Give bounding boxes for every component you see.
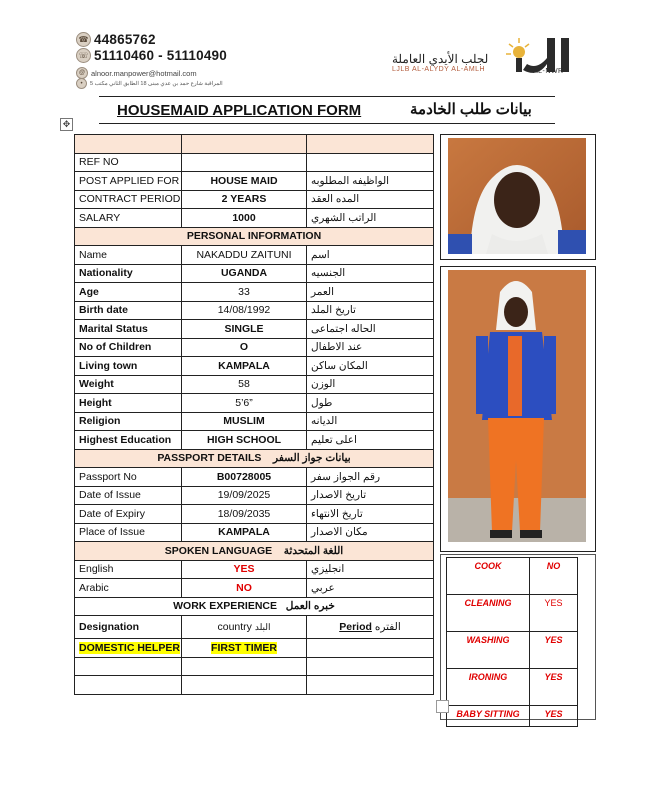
skill-row-baby-sitting [447,706,578,727]
value-post-applied: HOUSE MAID [182,172,307,191]
location-icon: • [76,78,87,89]
label-marital-status: Marital Status [75,320,182,339]
arabic-arabic: عربي [307,579,434,598]
label-passport-no: Passport No [75,468,182,487]
phone-number-2: 51110460 - 51110490 [94,48,227,63]
phone-line-1 [76,32,156,47]
arabic-date-of-expiry: تاريخ الانتهاء [307,505,434,524]
heading-experience-arabic: خبره العمل [285,600,335,613]
arabic-marital-status: الحاله اجتماعى [307,320,434,339]
mobile-icon: ☏ [76,48,91,63]
skill-value: YES [530,632,578,669]
label-country: country البلد [182,616,307,639]
row-date-of-expiry [75,505,434,524]
label-children: No of Children [75,338,182,357]
label-birth-date: Birth date [75,301,182,320]
logo-english-text: LJLB AL-ALYDY AL-AMLH [392,66,486,73]
label-nationality: Nationality [75,264,182,283]
heading-passport-details [75,449,434,468]
heading-work-experience [75,597,434,616]
value-contract-period: 2 YEARS [182,190,307,209]
value-salary: 1000 [182,209,307,228]
label-place-of-issue: Place of Issue [75,523,182,542]
label-salary: SALARY [75,209,182,228]
form-title-arabic: بيانات طلب الخادمة [410,101,532,118]
label-living-town: Living town [75,357,182,376]
row-name [75,246,434,265]
label-designation: Designation [75,616,182,639]
skill-row-cleaning [447,595,578,632]
value-age: 33 [182,283,307,302]
value-experience-status: FIRST TIMER [182,639,307,658]
row-place-of-issue [75,523,434,542]
row-living-town [75,357,434,376]
heading-passport-arabic: بيانات جواز السفر [273,452,351,465]
value-place-of-issue: KAMPALA [182,523,307,542]
row-ref-no [75,153,434,172]
label-date-of-expiry: Date of Expiry [75,505,182,524]
heading-language-arabic: اللغة المتحدثة [283,544,344,557]
skill-row-washing [447,632,578,669]
skill-value: YES [530,595,578,632]
label-height: Height [75,394,182,413]
label-english: English [75,560,182,579]
phone-number-1: 44865762 [94,32,156,47]
value-nationality: UGANDA [182,264,307,283]
value-date-of-issue: 19/09/2025 [182,486,307,505]
skill-name: COOK [447,558,530,595]
logo-arabic-text: لجلب الأيدي العاملة [392,52,489,66]
row-birth-date [75,301,434,320]
row-experience-3 [75,676,434,695]
value-date-of-expiry: 18/09/2035 [182,505,307,524]
heading-passport-english: PASSPORT DETAILS [157,452,262,465]
skill-value: YES [530,669,578,706]
label-date-of-issue: Date of Issue [75,486,182,505]
arabic-age: العمر [307,283,434,302]
row-arabic [75,579,434,598]
row-english [75,560,434,579]
row-post-applied [75,172,434,191]
skill-name: BABY SITTING [447,706,530,727]
value-english: YES [182,560,307,579]
value-height: 5’6” [182,394,307,413]
email-address: alnoor.manpower@hotmail.com [91,68,197,78]
skill-name: WASHING [447,632,530,669]
value-living-town: KAMPALA [182,357,307,376]
value-children: O [182,338,307,357]
value-passport-no: B00728005 [182,468,307,487]
arabic-name: اسم [307,246,434,265]
row-experience-2 [75,657,434,676]
row-contract-period [75,190,434,209]
row-date-of-issue [75,486,434,505]
skill-row-cook [447,558,578,595]
arabic-ref-no [307,153,434,172]
arabic-place-of-issue: مكان الاصدار [307,523,434,542]
arabic-living-town: المكان ساكن [307,357,434,376]
arabic-date-of-issue: تاريخ الاصدار [307,486,434,505]
skill-value: NO [530,558,578,595]
label-education: Highest Education [75,431,182,450]
section-personal-information [75,227,434,246]
section-work-experience [75,597,434,616]
table-header-row [75,135,434,154]
label-contract-period: CONTRACT PERIOD [75,190,182,209]
arabic-salary: الراتب الشهري [307,209,434,228]
row-salary [75,209,434,228]
row-education [75,431,434,450]
row-religion [75,412,434,431]
heading-language-english: SPOKEN LANGUAGE [164,544,273,557]
arabic-nationality: الجنسيه [307,264,434,283]
row-nationality [75,264,434,283]
value-ref-no [182,153,307,172]
email-icon: @ [76,67,88,79]
heading-experience-english: WORK EXPERIENCE [173,600,277,613]
label-arabic: Arabic [75,579,182,598]
passport-photo [448,138,586,254]
label-name: Name [75,246,182,265]
full-body-photo [448,270,586,542]
form-title-english: HOUSEMAID APPLICATION FORM [117,102,362,119]
value-religion: MUSLIM [182,412,307,431]
application-form-table [74,134,434,695]
heading-personal-information: PERSONAL INFORMATION [75,227,434,246]
arabic-religion: الديانه [307,412,434,431]
label-age: Age [75,283,182,302]
phone-icon: ☎ [76,32,91,47]
row-weight [75,375,434,394]
label-post-applied: POST APPLIED FOR [75,172,182,191]
value-arabic: NO [182,579,307,598]
arabic-contract-period: المده العقد [307,190,434,209]
arabic-children: عند الاطفال [307,338,434,357]
skill-name: CLEANING [447,595,530,632]
row-experience-columns [75,616,434,639]
arabic-english: انجليزي [307,560,434,579]
arabic-height: طول [307,394,434,413]
arabic-weight: الوزن [307,375,434,394]
value-period [307,639,434,658]
value-marital-status: SINGLE [182,320,307,339]
row-age [75,283,434,302]
value-education: HIGH SCHOOL [182,431,307,450]
row-height [75,394,434,413]
section-spoken-language [75,542,434,561]
value-designation: DOMESTIC HELPER [75,639,182,658]
row-experience-1 [75,639,434,658]
row-marital-status [75,320,434,339]
heading-spoken-language [75,542,434,561]
skills-table [446,557,578,727]
skill-name: IRONING [447,669,530,706]
arabic-birth-date: تاريخ الملد [307,301,434,320]
row-children [75,338,434,357]
label-religion: Religion [75,412,182,431]
arabic-passport-no: رقم الجواز سفر [307,468,434,487]
label-period: Period الفتره [307,616,434,639]
value-name: NAKADDU ZAITUNI [182,246,307,265]
address-line [76,78,223,89]
arabic-education: اعلى تعليم [307,431,434,450]
table-resize-handle[interactable] [436,700,449,713]
address-text: المراقبة شارع حمد بن عدي مبنى 18 الطابق الثاني مكتب 5 [90,80,223,87]
value-weight: 58 [182,375,307,394]
phone-line-2 [76,48,227,63]
value-birth-date: 14/08/1992 [182,301,307,320]
arabic-post-applied: الواظيفه المطلوبه [307,172,434,191]
label-ref-no: REF NO [75,153,182,172]
table-move-handle-icon[interactable]: ✥ [60,118,73,131]
skill-row-ironing [447,669,578,706]
logo-brand-text: AL-NWR [533,68,564,75]
section-passport-details [75,449,434,468]
label-weight: Weight [75,375,182,394]
skill-value: YES [530,706,578,727]
row-passport-no [75,468,434,487]
